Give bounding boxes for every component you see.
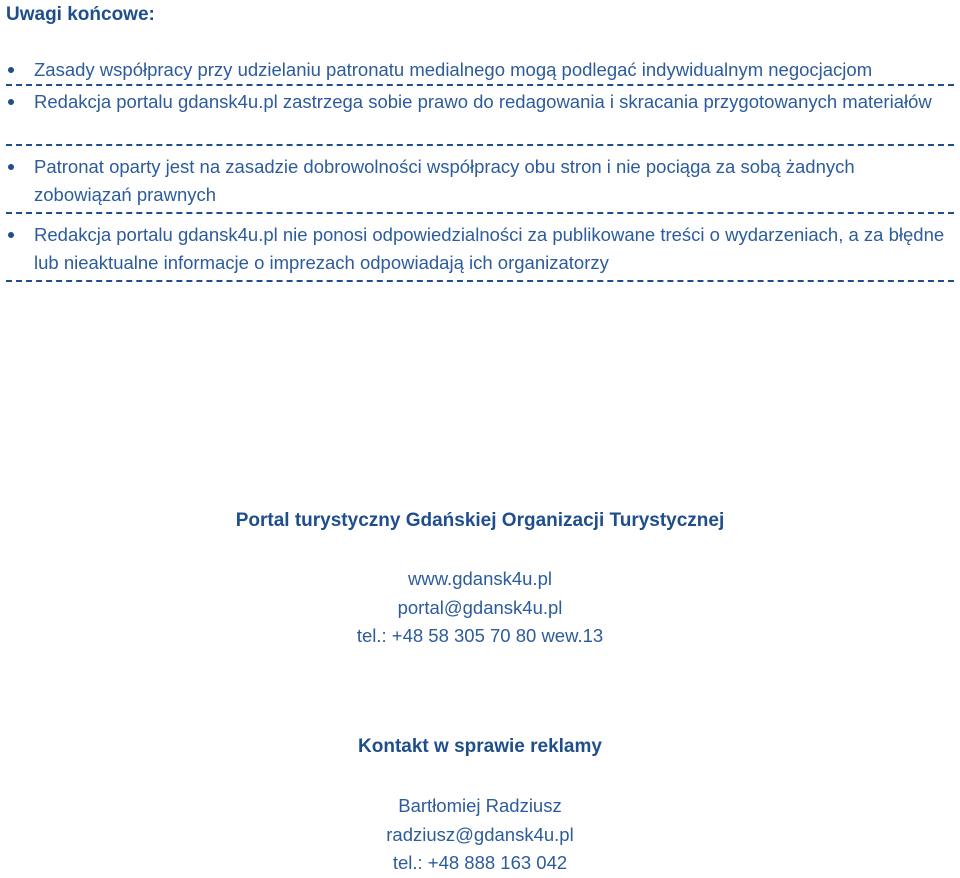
- note-item: [6, 86, 954, 144]
- note-item: [6, 146, 954, 212]
- bullet-icon: [8, 232, 14, 238]
- page-heading: Uwagi końcowe:: [6, 4, 155, 25]
- portal-title: Portal turystyczny Gdańskiej Organizacji Turystycznej: [235, 510, 725, 531]
- portal-contact: [0, 565, 960, 651]
- bullet-icon: [8, 67, 14, 73]
- note-item: [6, 56, 954, 84]
- advertising-title: Kontakt w sprawie reklamy: [358, 736, 602, 757]
- portal-email-link[interactable]: portal@gdansk4u.pl: [397, 596, 563, 618]
- notes-list: [6, 56, 954, 282]
- portal-phone: tel.: +48 58 305 70 80 wew.13: [356, 625, 604, 646]
- note-text: Patronat oparty jest na zasadzie dobrowolności współpracy obu stron i nie pociąga za sobą żadnych zobowiązań prawnych: [34, 156, 855, 205]
- advertising-phone: tel.: +48 888 163 042: [392, 852, 568, 873]
- dashed-divider: [6, 280, 954, 282]
- bullet-icon: [8, 164, 14, 170]
- note-item: [6, 214, 954, 280]
- note-text: Redakcja portalu gdansk4u.pl zastrzega sobie prawo do redagowania i skracania przygotowanych materiałów: [34, 91, 932, 112]
- advertising-contact-name: Bartłomiej Radziusz: [398, 795, 562, 816]
- note-text: Redakcja portalu gdansk4u.pl nie ponosi odpowiedzialności za publikowane treści o wydarzeniach, a za błędne lub nieaktualne informacje o imprezach odpowiadają ich organizatorzy: [34, 224, 945, 273]
- note-text: Zasady współpracy przy udzielaniu patronatu medialnego mogą podlegać indywidualnym negocjacjom: [34, 59, 873, 80]
- bullet-icon: [8, 99, 14, 105]
- advertising-contact: [0, 792, 960, 878]
- portal-website-link[interactable]: www.gdansk4u.pl: [408, 568, 552, 589]
- advertising-email-link[interactable]: radziusz@gdansk4u.pl: [386, 823, 574, 845]
